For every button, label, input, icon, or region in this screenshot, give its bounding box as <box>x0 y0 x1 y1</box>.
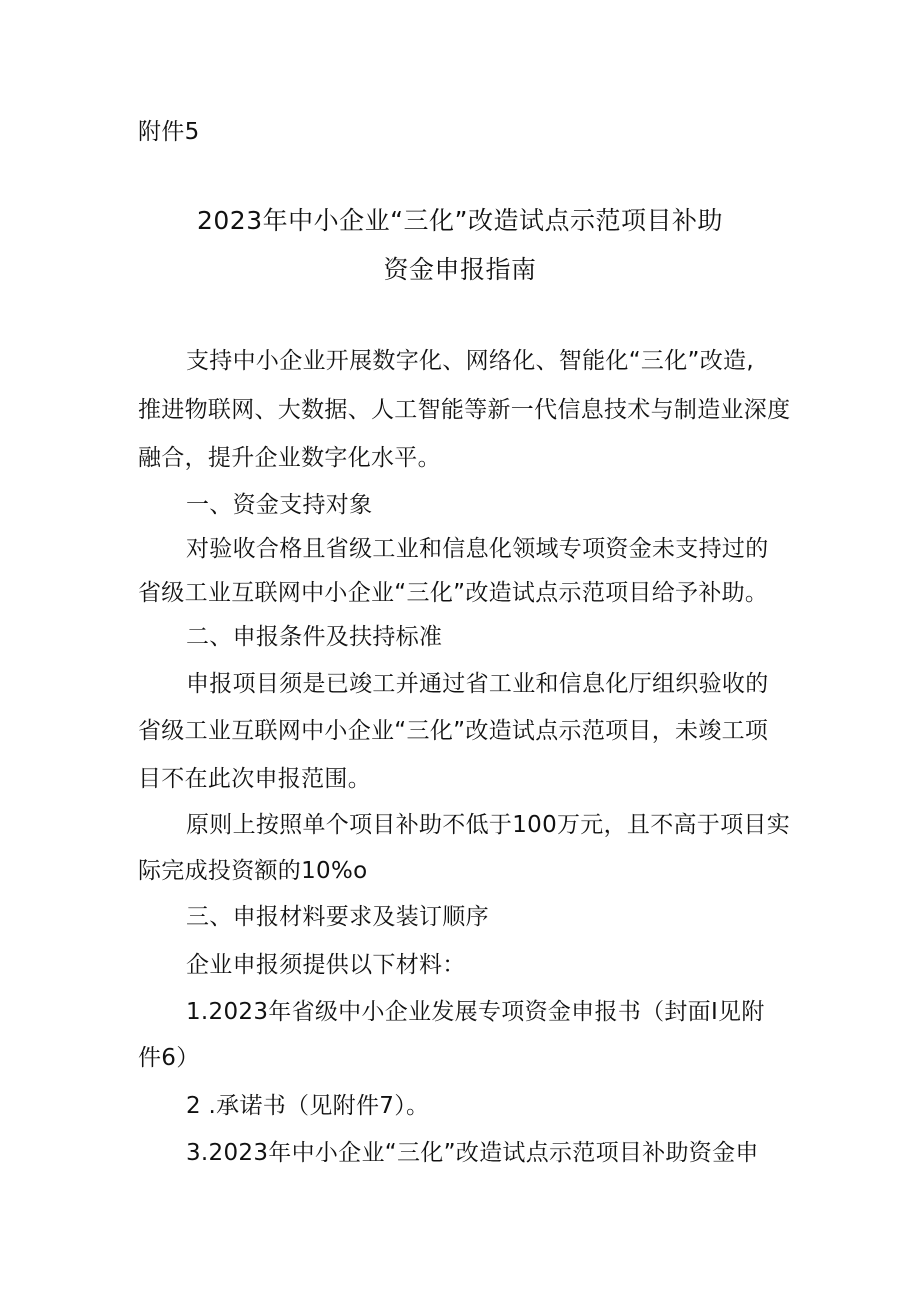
intro-line: 支持中小企业开展数字化、网络化、智能化“三化”改造, <box>186 348 754 374</box>
attachment-label: 附件5 <box>138 119 200 145</box>
section-2-para-2-line: 际完成投资额的10%o <box>138 858 368 884</box>
document-title-line-1: 2023年中小企业“三化”改造试点示范项目补助 <box>196 206 724 235</box>
section-2-para-1-line: 省级工业互联网中小企业“三化”改造试点示范项目，未竣工项 <box>138 718 769 744</box>
section-2-para-2-line: 原则上按照单个项目补助不低于100万元，且不高于项目实 <box>186 812 790 838</box>
section-2-para-1-line: 目不在此次申报范围。 <box>138 766 371 792</box>
document-title-line-2: 资金申报指南 <box>383 255 537 284</box>
section-3-lead: 企业申报须提供以下材料： <box>186 952 466 978</box>
section-2-para-1-line: 申报项目须是已竣工并通过省工业和信息化厅组织验收的 <box>186 671 769 697</box>
section-1-body-line: 对验收合格且省级工业和信息化领域专项资金未支持过的 <box>186 536 769 562</box>
section-2-heading: 二、申报条件及扶持标准 <box>186 624 443 650</box>
intro-line: 融合，提升企业数字化水平。 <box>138 445 441 471</box>
intro-line: 推进物联网、大数据、人工智能等新一代信息技术与制造业深度 <box>138 397 791 423</box>
section-1-body-line: 省级工业互联网中小企业“三化”改造试点示范项目给予补助。 <box>138 580 769 606</box>
material-item: 2 .承诺书（见附件7）。 <box>186 1093 430 1119</box>
section-3-heading: 三、申报材料要求及装订顺序 <box>186 904 489 930</box>
material-item-continuation: 件6） <box>138 1045 200 1071</box>
material-item: 3.2023年中小企业“三化”改造试点示范项目补助资金申 <box>186 1140 759 1166</box>
material-item: 1.2023年省级中小企业发展专项资金申报书（封面I见附 <box>186 999 765 1025</box>
section-1-heading: 一、资金支持对象 <box>186 492 373 518</box>
